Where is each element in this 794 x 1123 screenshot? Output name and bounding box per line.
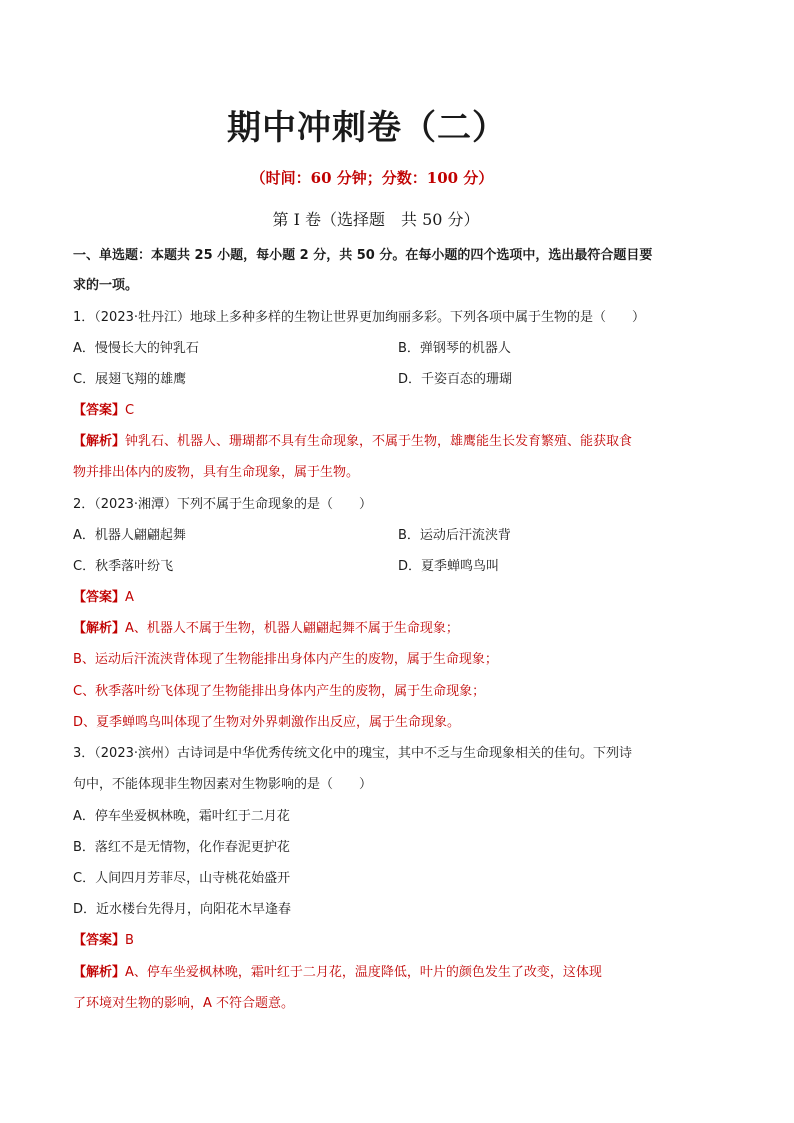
question-2-option-b: B．运动后汗流浃背 [398, 528, 511, 543]
analysis-tag: 【解析】 [73, 965, 126, 980]
question-2-answer [73, 589, 134, 607]
section-heading: 第 I 卷（选择题 共 50 分） [272, 210, 480, 229]
question-2-analysis-3: C、秋季落叶纷飞体现了生物能排出身体内产生的废物，属于生命现象； [73, 684, 486, 699]
question-3-stem-2: 句中，不能体现非生物因素对生物影响的是（ ） [73, 777, 373, 792]
question-1-option-d: D．千姿百态的珊瑚 [398, 372, 513, 387]
analysis-text: 钟乳石、机器人、珊瑚都不具有生命现象，不属于生物，雄鹰能生长发育繁殖、能获取食 [125, 434, 633, 449]
page-title: 期中冲刺卷（二） [227, 108, 507, 148]
question-2-option-c: C．秋季落叶纷飞 [73, 559, 174, 574]
question-3-analysis-1 [73, 964, 602, 982]
question-3-option-b: B．落红不是无情物，化作春泥更护花 [73, 840, 290, 855]
answer-tag: 【答案】 [73, 403, 126, 418]
question-1-stem: 1．（2023·牡丹江）地球上多种多样的生物让世界更加绚丽多彩。下列各项中属于生物的是（ ） [73, 310, 645, 325]
question-2-option-d: D．夏季蝉鸣鸟叫 [398, 559, 500, 574]
question-3-option-c: C．人间四月芳菲尽，山寺桃花始盛开 [73, 871, 291, 886]
answer-tag: 【答案】 [73, 590, 126, 605]
question-3-option-d: D．近水楼台先得月，向阳花木早逢春 [73, 902, 292, 917]
answer-value: C [125, 403, 135, 418]
answer-tag: 【答案】 [73, 933, 126, 948]
answer-value: B [125, 933, 134, 948]
question-2-stem: 2．（2023·湘潭）下列不属于生命现象的是（ ） [73, 497, 372, 512]
question-1-option-a: A．慢慢长大的钟乳石 [73, 341, 199, 356]
question-2-analysis-2: B、运动后汗流浃背体现了生物能排出身体内产生的废物，属于生命现象； [73, 652, 498, 667]
question-2-option-a: A．机器人翩翩起舞 [73, 528, 186, 543]
question-3-answer [73, 932, 134, 950]
question-3-analysis-2: 了环境对生物的影响，A 不符合题意。 [73, 996, 295, 1011]
analysis-text: A、停车坐爱枫林晚，霜叶红于二月花，温度降低，叶片的颜色发生了改变，这体现 [125, 965, 602, 980]
instructions-line-2: 求的一项。 [73, 278, 139, 293]
question-3-stem-1: 3．（2023·滨州）古诗词是中华优秀传统文化中的瑰宝，其中不乏与生命现象相关的佳句。下列诗 [73, 746, 632, 761]
question-2-analysis-1 [73, 620, 459, 638]
question-1-option-b: B．弹钢琴的机器人 [398, 341, 511, 356]
question-1-option-c: C．展翅飞翔的雄鹰 [73, 372, 187, 387]
analysis-tag: 【解析】 [73, 621, 126, 636]
question-2-analysis-4: D、夏季蝉鸣鸟叫体现了生物对外界刺激作出反应，属于生命现象。 [73, 715, 461, 730]
question-1-analysis-2: 物并排出体内的废物，具有生命现象，属于生物。 [73, 465, 360, 480]
analysis-text: A、机器人不属于生物，机器人翩翩起舞不属于生命现象； [125, 621, 459, 636]
analysis-tag: 【解析】 [73, 434, 126, 449]
question-1-answer [73, 402, 134, 420]
question-1-analysis-1 [73, 433, 632, 451]
exam-time-score: （时间：60 分钟；分数：100 分） [250, 169, 494, 187]
question-3-option-a: A．停车坐爱枫林晚，霜叶红于二月花 [73, 809, 290, 824]
answer-value: A [125, 590, 134, 605]
instructions-line-1: 一、单选题：本题共 25 小题，每小题 2 分，共 50 分。在每小题的四个选项中，选出最符合题目要 [73, 248, 653, 263]
